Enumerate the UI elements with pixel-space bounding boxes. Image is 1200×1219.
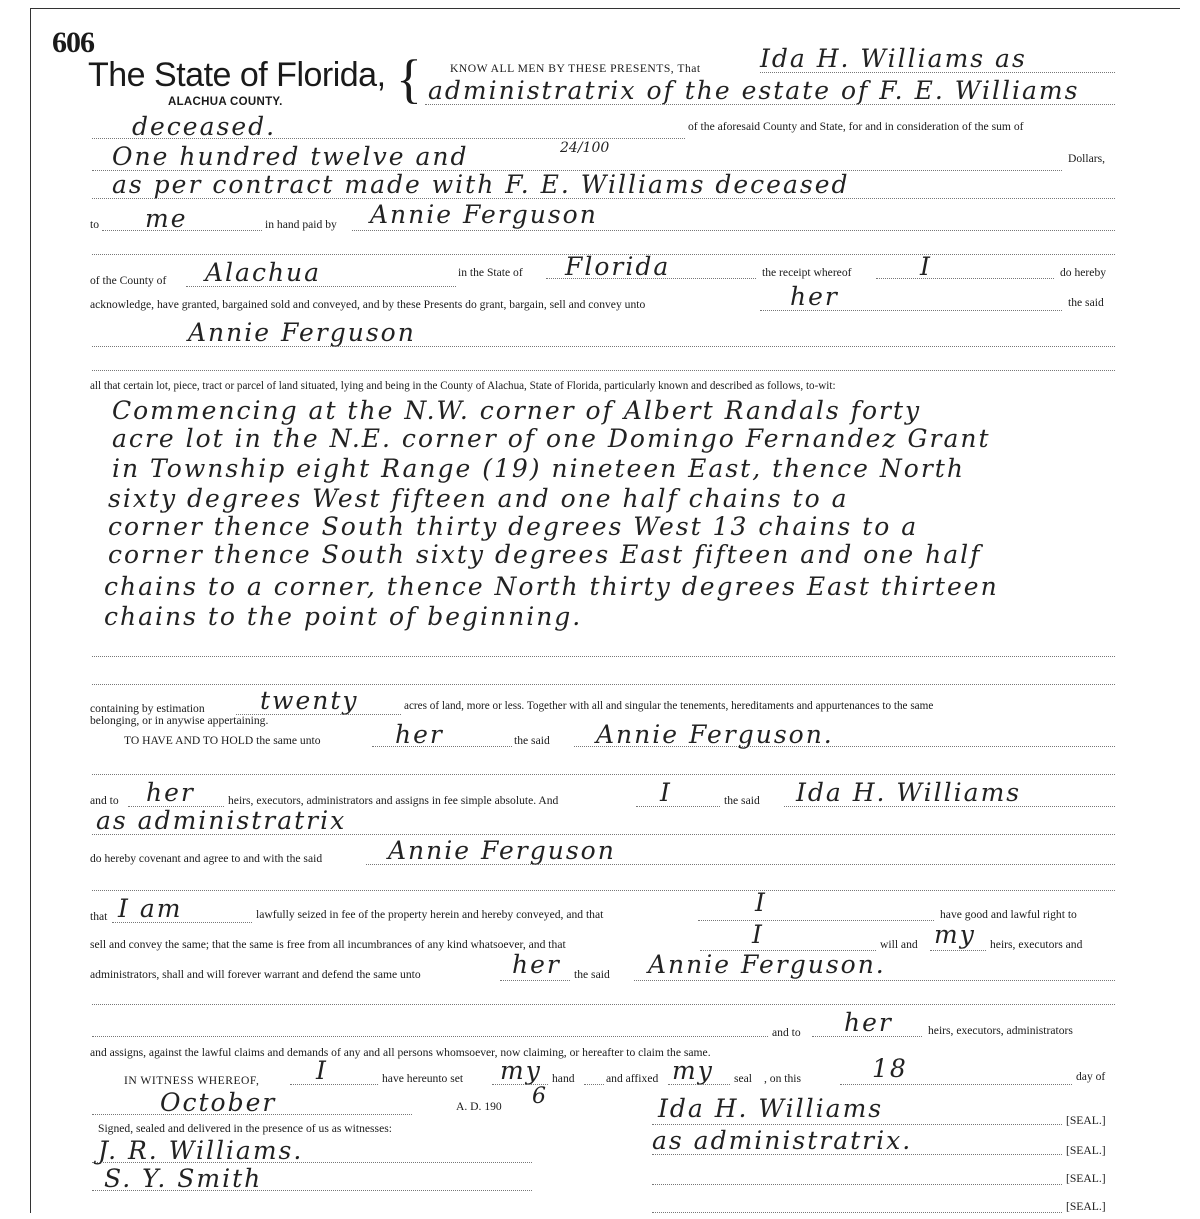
whereof-value: I (316, 1056, 328, 1085)
assigns-text: and assigns, against the lawful claims and demands of any and all persons whomsoever, now claiming, or hereafter to claim the same. (90, 1046, 711, 1059)
description-line-5: corner thence South thirty degrees West 13 chains to a (108, 512, 919, 541)
acres-text: acres of land, more or less. Together with all and singular the tenements, hereditaments and appurtenances to the same (404, 700, 934, 712)
know-all-text: KNOW ALL MEN BY THESE PRESENTS, That (450, 62, 701, 75)
grantor-title: administratrix of the estate of F. E. Williams (428, 76, 1080, 105)
state-value: Florida (565, 252, 671, 281)
fill-line (92, 1036, 768, 1037)
fill-line (652, 1184, 1062, 1185)
warranty-grantee: Annie Ferguson. (648, 950, 886, 979)
amount-words: One hundred twelve and (112, 142, 469, 171)
to-have-text: TO HAVE AND TO HOLD the same unto (124, 734, 321, 747)
county-label: of the County of (90, 274, 167, 287)
fill-line (92, 370, 1115, 371)
fill-line (668, 1084, 730, 1085)
fill-line (546, 278, 756, 279)
seal-label-3: [SEAL.] (1066, 1172, 1106, 1185)
fill-line (812, 1036, 922, 1037)
acres-value: twenty (260, 686, 359, 715)
month-value: October (160, 1088, 277, 1117)
heirs-exec2-text: heirs, executors, administrators (928, 1024, 1073, 1037)
aforesaid-text: of the aforesaid County and State, for and in consideration of the sum of (688, 120, 1024, 133)
containing-text: containing by estimation (90, 702, 205, 715)
that-value: I am (118, 894, 183, 923)
seal-label-1: [SEAL.] (1066, 1114, 1106, 1127)
receipt-label: the receipt whereof (762, 266, 852, 279)
grantor-status: deceased. (132, 112, 277, 141)
fill-line (352, 230, 1115, 231)
covenant-text: do hereby covenant and agree to and with the said (90, 852, 323, 865)
fill-line (92, 684, 1115, 685)
fill-line (760, 310, 1062, 311)
acknowledge-text: acknowledge, have granted, bargained sold and conveyed, and by these Presents do grant, bargain, sell and convey unto (90, 298, 646, 311)
day-value: 18 (872, 1054, 908, 1083)
description-line-4: sixty degrees West fifteen and one half chains to a (108, 484, 849, 513)
description-line-2: acre lot in the N.E. corner of one Domingo Fernandez Grant (112, 424, 991, 453)
and-to-value: her (146, 778, 195, 807)
fill-line (366, 864, 1115, 865)
seized-text: lawfully seized in fee of the property herein and hereby conveyed, and that (256, 908, 604, 921)
fill-line (92, 1004, 1115, 1005)
fill-line (92, 656, 1115, 657)
heirs-exec-text: heirs, executors and (990, 938, 1083, 951)
will-and-text: will and (880, 938, 918, 951)
fill-line (92, 890, 1115, 891)
fill-line (92, 138, 685, 139)
county-value: Alachua (205, 258, 322, 287)
description-line-6: corner thence South sixty degrees East fifteen and one half (108, 540, 982, 569)
acreage-grantee: Annie Ferguson. (596, 720, 834, 749)
description-intro: all that certain lot, piece, tract or parcel of land situated, lying and being in the County of Alachua, State of Florida, particularly known and described as follows, to-wit: (90, 380, 836, 392)
fill-line (92, 1190, 532, 1191)
signature-line-2: as administratrix. (652, 1126, 913, 1155)
seal-text: seal (734, 1072, 753, 1085)
fill-line (372, 746, 512, 747)
county-name: ALACHUA COUNTY. (168, 96, 283, 108)
amount-fraction: 24/100 (560, 140, 610, 156)
header-brace: { (396, 49, 422, 109)
and-to-text: and to (90, 794, 119, 807)
fill-line (425, 104, 1115, 105)
fill-line (92, 774, 1115, 775)
will-value: I (752, 920, 764, 949)
fill-line (574, 746, 1115, 747)
state-label: in the State of (458, 266, 523, 279)
page-border-left (30, 8, 31, 1213)
on-this-text: , on this (764, 1072, 802, 1085)
seal-label-2: [SEAL.] (1066, 1144, 1106, 1157)
fill-line (290, 1084, 378, 1085)
affixed-text: and affixed (606, 1072, 659, 1085)
and-value: I (660, 778, 672, 807)
ad-text: A. D. 190 (456, 1100, 502, 1113)
fill-line (876, 278, 1054, 279)
to-value: me (145, 204, 188, 233)
page-number: 606 (52, 26, 94, 59)
the-said-text: the said (724, 794, 760, 807)
the-said-text: the said (1068, 296, 1104, 309)
do-hereby-text: do hereby (1060, 266, 1107, 279)
hand-text: hand (552, 1072, 575, 1085)
heirs-text: heirs, executors, administrators and assigns in fee simple absolute. And (228, 794, 559, 807)
the-said-text: the said (574, 968, 610, 981)
fill-line (92, 834, 1115, 835)
dollars-text: Dollars, (1068, 152, 1106, 165)
witness-whereof-text: IN WITNESS WHEREOF, (124, 1074, 260, 1087)
unto-value: her (790, 282, 839, 311)
contract-note: as per contract made with F. E. Williams deceased (112, 170, 850, 199)
covenant-value: Annie Ferguson (388, 836, 616, 865)
day-of-text: day of (1076, 1070, 1106, 1083)
seized-value: I (755, 888, 767, 917)
seal-label-4: [SEAL.] (1066, 1200, 1106, 1213)
receipt-value: I (920, 252, 932, 281)
to-label: to (90, 218, 100, 231)
sell-text: sell and convey the same; that the same is free from all incumbrances of any kind whatsoever, and that (90, 938, 566, 951)
fill-line (636, 806, 720, 807)
description-line-8: chains to the point of beginning. (104, 602, 583, 631)
witness-2: S. Y. Smith (104, 1164, 263, 1193)
fill-line (92, 1162, 532, 1163)
have-hereunto-text: have hereunto set (382, 1072, 464, 1085)
year-digit: 6 (532, 1084, 548, 1109)
description-line-1: Commencing at the N.W. corner of Albert Randals forty (112, 396, 922, 425)
that-text: that (90, 910, 108, 923)
good-right-text: have good and lawful right to (940, 908, 1077, 921)
warranty-and-to-value: her (844, 1008, 893, 1037)
heirs-grantor-name: Ida H. Williams (796, 778, 1022, 807)
admin-unto-value: her (512, 950, 561, 979)
witness-1: J. R. Williams. (98, 1136, 304, 1165)
to-have-value: her (395, 720, 444, 749)
set-value: my (500, 1056, 542, 1085)
fill-line (102, 230, 262, 231)
fill-line (92, 346, 1115, 347)
fill-line (112, 922, 252, 923)
my-value: my (934, 920, 976, 949)
fill-line (92, 198, 1115, 199)
signed-text: Signed, sealed and delivered in the presence of us as witnesses: (98, 1122, 392, 1135)
fill-line (652, 1154, 1062, 1155)
description-line-7: chains to a corner, thence North thirty degrees East thirteen (104, 572, 999, 601)
payer-name: Annie Ferguson (370, 200, 598, 229)
fill-line (652, 1124, 1062, 1125)
admin-text: administrators, shall and will forever warrant and defend the same unto (90, 968, 421, 981)
fill-line (784, 806, 1115, 807)
fill-line (634, 980, 1115, 981)
description-line-3: in Township eight Range (19) nineteen East, thence North (112, 454, 965, 483)
fill-line (584, 1084, 604, 1085)
belonging-text: belonging, or in anywise appertaining. (90, 714, 269, 727)
fill-line (930, 950, 986, 951)
page-border-top (30, 8, 1180, 9)
in-hand-paid-text: in hand paid by (265, 218, 337, 231)
grantee-name: Annie Ferguson (188, 318, 416, 347)
fill-line (652, 1212, 1062, 1213)
heirs-grantor-title: as administratrix (96, 806, 347, 835)
grantor-name: Ida H. Williams as (760, 44, 1027, 73)
the-said-text: the said (514, 734, 550, 747)
fill-line (698, 920, 934, 921)
and-to-text: and to (772, 1026, 801, 1039)
signature-line-1: Ida H. Williams (658, 1094, 884, 1123)
fill-line (186, 286, 456, 287)
fill-line (92, 1114, 412, 1115)
fill-line (500, 980, 570, 981)
affixed-value: my (672, 1056, 714, 1085)
fill-line (840, 1084, 1072, 1085)
state-title: The State of Florida, (88, 56, 386, 94)
fill-line (760, 72, 1115, 73)
